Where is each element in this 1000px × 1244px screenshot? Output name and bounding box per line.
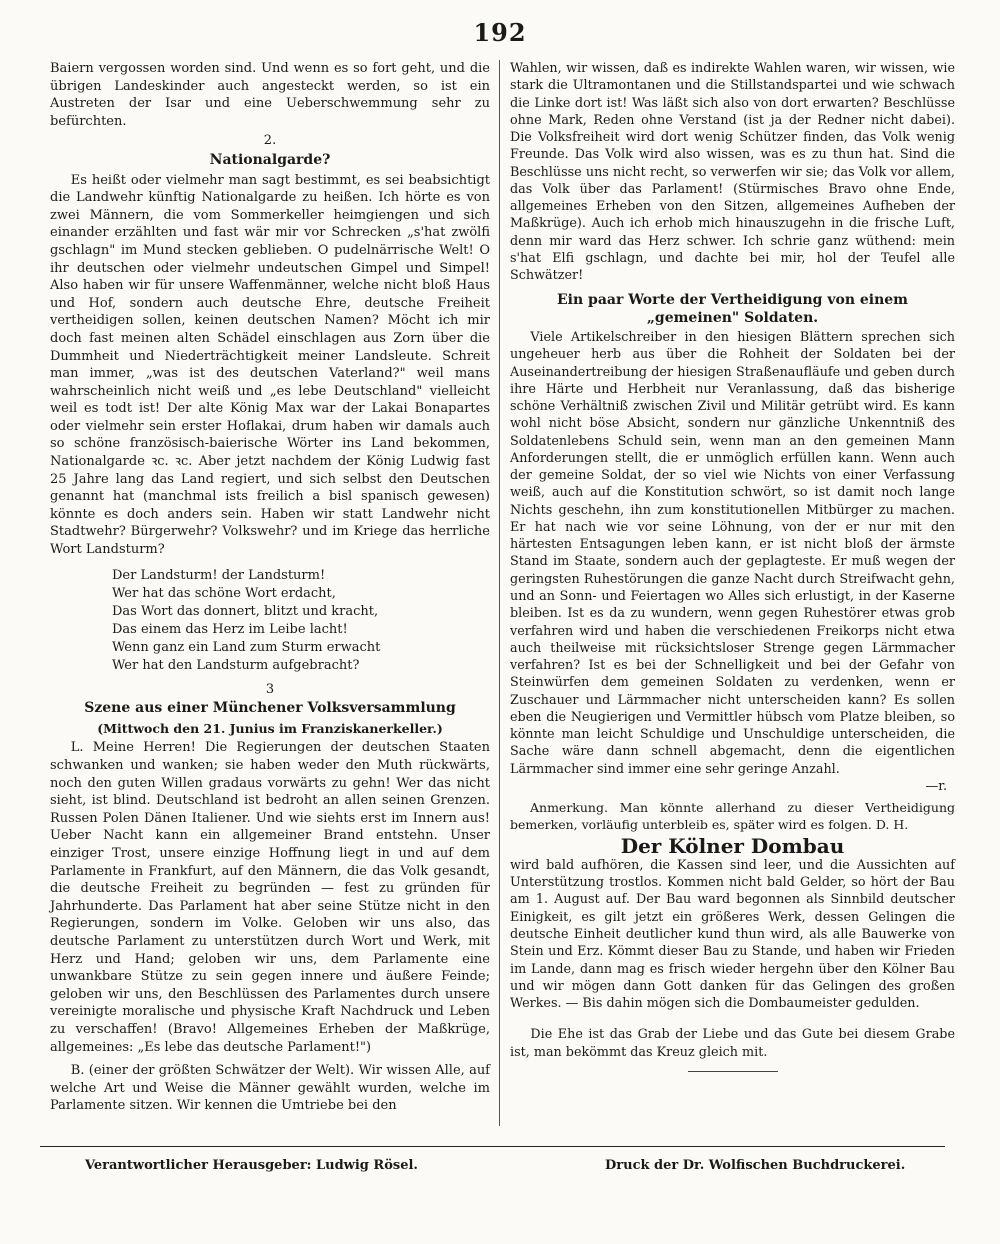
section-2-number: 2. (263, 133, 277, 149)
continuation-paragraph: Wahlen, wir wissen, daß es indirekte Wahlen waren, wir wissen, wie stark die Ultramontanen und die Stillstandspartei und wie schwach die Linke dort ist! Was läßt sich also von dort erwarten? Beschlüsse ohne Mark, Reden ohne Verstand (ist ja der Redner nicht dabei). Die Volksfreiheit wird dort wenig Schützer finden, das Volk wenig Freunde. Das Volk wird also wissen, was es zu thun hat. Sind die Beschlüsse uns nicht recht, so verwerfen wir sie; das Volk vor allem, das Volk über das Parlament! (Stürmisches Bravo ohne Ende, allgemeines Erheben von den Sitzen, allgemeines Aufheben der Maßkrüge). Auch ich erhob mich hinauszugehn in die frische Luft, denn mir ward das Herz schwer. Ich schrie ganz wüthend: mein s'hat Elfi gschlagn, und dachte bei mir, hol der Teufel alle Schwätzer! (510, 61, 955, 284)
article-paragraph: Viele Artikelschreiber in den hiesigen Blättern sprechen sich ungeheuer herb aus über die Rohheit der Soldaten bei der Auseinandertreibung der hiesigen Straßenaufläufe und geben durch ihre Härte und Herbheit nur Veranlassung, daß das bisherige schöne Verhältniß zwischen Zivil und Militär getrübt wird. Es kann wohl nicht böse Absicht, sondern nur gänzliche Unkenntniß des Soldatenlebens Schuld sein, wenn man an den gemeinen Mann Anforderungen stellt, die er unmöglich erfüllen kann. Wenn auch der gemeine Soldat, der so viel wie Nichts von einer Verfassung weiß, auch auf die Konstitution schwört, so ist damit noch lange Nichts geschehn, ihn zum konstitutionellen Mitbürger zu machen. Er hat nach wie vor seine Löhnung, von der er nur mit den härtesten Entsagungen leben kann, er ist nicht bloß der ärmste Stand im Staate, sondern auch der geplagteste. Er muß wegen der geringsten Ruhestörungen die ganze Nacht durch Streifwacht gehn, und an Sonn- und Feiertagen wo Alles sich erlustigt, in der Kaserne bleiben. Ist es da zu wundern, wenn gegen Ruhestörer etwas grob verfahren wird und haben die verschiedenen Freikorps nicht etwa auch theilweise mit rücksichtsloser Strenge gegen Lärmmacher verfahren? Ist es bei der Schnelligkeit und bei der Gefahr von Steinwürfen dem gemeinen Soldaten zu verdenken, wenn er Zuschauer und Lärmmacher nicht unterscheiden kann? Es sollen eben die Neugierigen und Vermittler hübsch vom Platze bleiben, so könnte man leicht Schuldige und Unschuldige unterscheiden, die Sache wäre dann schnell abgemacht, denn die eigentlichen Lärmmacher sind immer eine sehr geringe Anzahl. (510, 329, 955, 777)
intro-paragraph: Baiern vergossen worden sind. Und wenn es so fort geht, und die übrigen Landeskinder auch angesteckt werden, so ist ein Austreten der Isar und eine Ueberschwemmung sehr zu befürchten. (50, 61, 490, 129)
section-2-title: Nationalgarde? (209, 151, 331, 168)
aphorism: Die Ehe ist das Grab der Liebe und das Gute bei diesem Grabe ist, man bekömmt das Kreuz gleich mit. (510, 1027, 955, 1060)
dombau-title: Der Kölner Dombau (620, 833, 845, 858)
section-3-number: 3 (265, 681, 275, 697)
section-3-subtitle: (Mittwoch den 21. Junius im Franziskanerkeller.) (97, 720, 443, 736)
poem (112, 567, 490, 675)
section-3-paragraph: B. (einer der größten Schwätzer der Welt). Wir wissen Alle, auf welche Art und Weise die Männer gewählt wurden, welche im Parlamente sitzen. Wir kennen die Umtriebe bei den (50, 1063, 490, 1114)
article-title: Ein paar Worte der Vertheidigung von einem „gemeinen" Soldaten. (556, 292, 908, 326)
page-number: 192 (473, 18, 527, 47)
poem-line: Wer hat das schöne Wort erdacht, (112, 585, 336, 601)
separator-line (688, 1071, 778, 1072)
right-column (510, 60, 955, 1082)
editor-line: Verantwortlicher Herausgeber: Ludwig Rösel. (85, 1158, 418, 1173)
poem-line: Das einem das Herz im Leibe lacht! (112, 621, 348, 637)
poem-line: Der Landsturm! der Landsturm! (112, 567, 326, 583)
printer-line: Druck der Dr. Wolfischen Buchdruckerei. (605, 1158, 906, 1173)
footer-rule (40, 1146, 945, 1147)
poem-line: Das Wort das donnert, blitzt und kracht, (112, 603, 379, 619)
dombau-paragraph: wird bald aufhören, die Kassen sind leer, und die Aussichten auf Unterstützung trostlos. Kommen nicht bald Gelder, so hört der Bau am 1. August auf. Der Bau ward begonnen als Sinnbild deutscher Einigkeit, es gilt jetzt ein größeres Werk, dessen Gelingen die deutsche Einheit deutlicher kund thun wird, als alle Bauwerke von Stein und Erz. Kömmt dieser Bau zu Stande, und haben wir Frieden im Lande, dann mag es frisch wieder hergehn über den Kölner Bau und wir mögen dann Gott danken für das Gelingen des großen Werkes. — Bis dahin mögen sich die Dombaumeister gedulden. (510, 857, 955, 1012)
section-3-paragraph: L. Meine Herren! Die Regierungen der deutschen Staaten schwanken und wanken; sie haben weder den Muth rückwärts, noch den guten Willen gradaus vorwärts zu gehn! Wer das nicht sieht, ist blind. Deutschland ist bedroht an allen seinen Grenzen. Russen Polen Dänen Italiener. Und wie siehts erst im Innern aus! Ueber Nacht kann ein allgemeiner Brand entstehn. Unser einziger Trost, unsere einzige Hoffnung liegt in und auf dem Parlamente in Frankfurt, auf den Männern, die das Volk gesandt, die deutsche Freiheit zu begründen — fest zu gründen für Jahrhunderte. Das Parlament hat aber seine Stütze nicht in den Regierungen, sondern im Volke. Geloben wir uns also, das deutsche Parlament zu unterstützen durch Wort und Werk, mit Herz und Hand; geloben wir uns, dem Parlamente eine unwankbare Stütze zu sein gegen innere und äußere Feinde; geloben wir uns, den Beschlüssen des Parlamentes durch unsere vereinigte moralische und physische Kraft Nachdruck und Leben zu verschaffen! (Bravo! Allgemeines Erheben der Maßkrüge, allgemeines: „Es lebe das deutsche Parlament!") (50, 740, 490, 1055)
article-signature: —r. (925, 778, 947, 794)
editor-remark: Anmerkung. Man könnte allerhand zu dieser Vertheidigung bemerken, vorläufig unterbleib es, später wird es folgen. D. H. (510, 800, 955, 833)
poem-line: Wer hat den Landsturm aufgebracht? (112, 657, 360, 673)
column-divider (499, 60, 500, 1126)
left-column (50, 60, 490, 1115)
poem-line: Wenn ganz ein Land zum Sturm erwacht (112, 639, 381, 655)
section-3-title: Szene aus einer Münchener Volksversammlung (84, 700, 456, 717)
section-2-paragraph: Es heißt oder vielmehr man sagt bestimmt, es sei beabsichtigt die Landwehr künftig Nationalgarde zu heißen. Ich hörte es von zwei Männern, die vom Sommerkeller heimgiengen und sich einander erzählten und fast wär mir vor Schrecken „s'hat zwölfi gschlagn" im Mund stecken geblieben. O pudelnärrische Welt! O ihr deutschen oder vielmehr undeutschen Gimpel und Simpel! Also haben wir für unsere Waffenmänner, welche nicht bloß Haus und Hof, sondern auch deutsche Ehre, deutsche Freiheit vertheidigen sollen, keinen deutschen Namen? Möcht ich mir doch fast meinen alten Schädel einschlagen aus Zorn über die Dummheit und Niederträchtigkeit meiner Landsleute. Schreit man immer, „was ist des deutschen Vaterland?" weil mans wahrscheinlich nicht weiß und „es lebe Deutschland" vielleicht weil es todt ist! Der alte König Max war der Lakai Bonapartes oder vielmehr sein erster Hoflakai, drum haben wir damals auch so schöne französisch-baierische Wörter ins Land bekommen, Nationalgarde ꝛc. ꝛc. Aber jetzt nachdem der König Ludwig fast 25 Jahre lang das Land regiert, und sich selbst den Deutschen genannt hat (manchmal ists freilich a bisl spanisch gewesen) könnte es doch anders sein. Haben wir statt Landwehr nicht Stadtwehr? Bürgerwehr? Volkswehr? und im Kriege das herrliche Wort Landsturm? (50, 172, 490, 558)
